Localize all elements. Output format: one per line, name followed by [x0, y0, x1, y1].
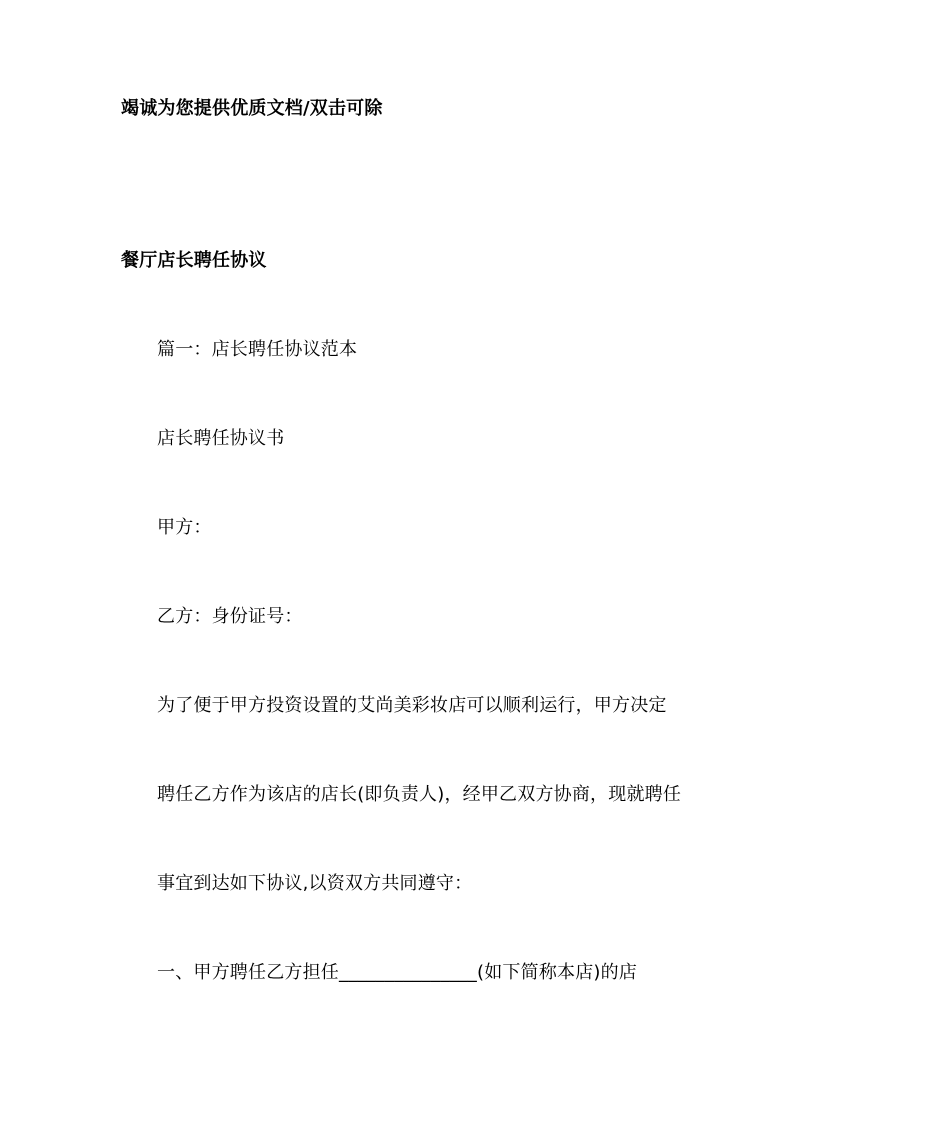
paragraph: 甲方： [157, 517, 212, 538]
paragraph: 店长聘任协议书 [157, 428, 285, 449]
header-note: 竭诚为您提供优质文档/双击可除 [121, 98, 383, 119]
paragraph: 事宜到达如下协议,以资双方共同遵守： [157, 873, 473, 894]
paragraph: 一、甲方聘任乙方担任_______________(如下简称本店)的店 [157, 962, 638, 983]
paragraph: 聘任乙方作为该店的店长(即负责人)，经甲乙双方协商，现就聘任 [157, 784, 682, 805]
paragraph: 为了便于甲方投资设置的艾尚美彩妆店可以顺利运行，甲方决定 [157, 695, 667, 716]
document-title: 餐厅店长聘任协议 [121, 250, 267, 271]
paragraph: 乙方：身份证号： [157, 606, 303, 627]
paragraph: 篇一：店长聘任协议范本 [157, 339, 358, 360]
